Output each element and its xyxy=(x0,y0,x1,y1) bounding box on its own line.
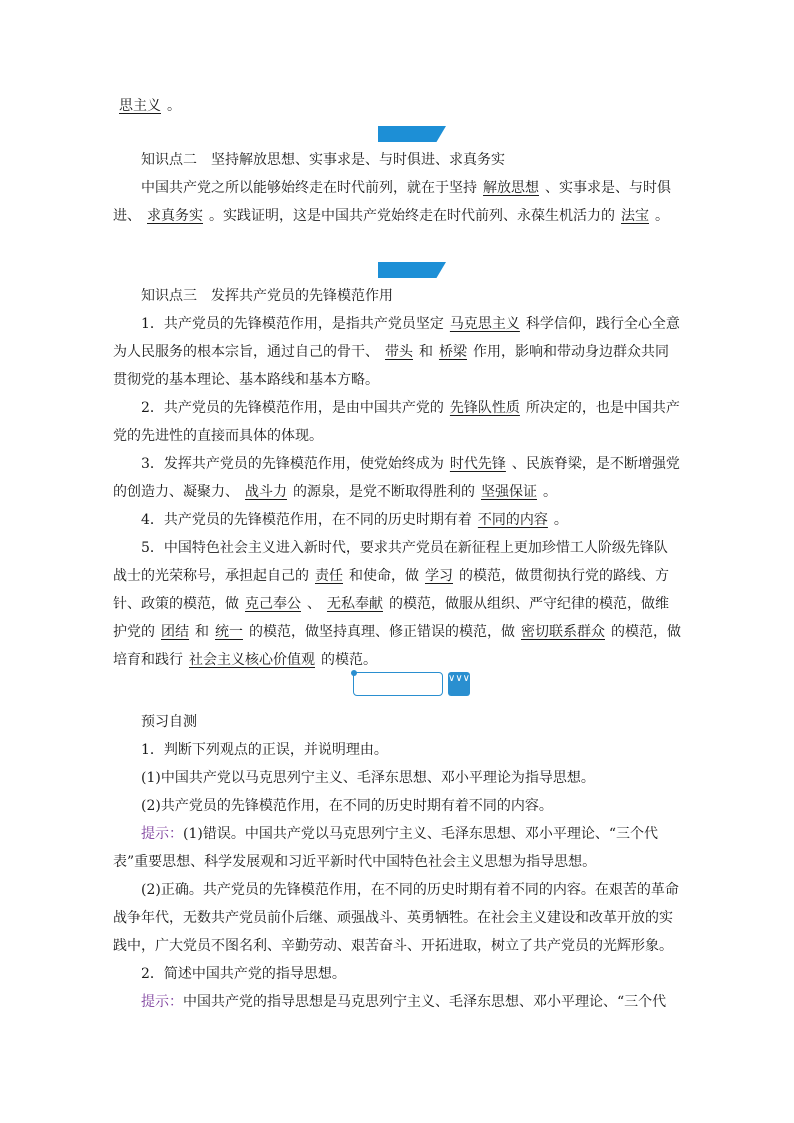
section-title: 预习自测 xyxy=(141,714,197,730)
section-title: 知识点二 坚持解放思想、实事求是、与时俱进、求真务实 xyxy=(141,152,505,168)
blank-answer: 社会主义核心价值观 xyxy=(189,652,315,668)
answer-paragraph: 提示：中国共产党的指导思想是马克思列宁主义、毛泽东思想、邓小平理论、“三个代 xyxy=(141,994,667,1010)
blank-answer: 学习 xyxy=(425,568,453,584)
blank-answer: 法宝 xyxy=(621,208,649,224)
paragraph: 2．共产党员的先锋模范作用，是由中国共产党的 先锋队性质 所决定的，也是中国共产党的先进性的直接而具体的体现。 xyxy=(113,400,680,444)
section-banner xyxy=(378,126,446,142)
continued-line: 思主义 。 xyxy=(113,92,681,120)
question-item: (2)共产党员的先锋模范作用，在不同的历史时期有着不同的内容。 xyxy=(141,798,553,814)
blank-answer: 统一 xyxy=(215,624,243,640)
paragraph: 中国共产党之所以能够始终走在时代前列，就在于坚持 解放思想 、实事求是、与时俱进、 求真务实 。实践证明，这是中国共产党始终走在时代前列、永葆生机活力的 法宝 。 xyxy=(113,180,671,224)
blank-answer: 不同的内容 xyxy=(477,512,548,528)
blank-answer: 战斗力 xyxy=(245,484,287,500)
blank-answer: 思主义 xyxy=(119,98,161,114)
blank-answer: 团结 xyxy=(161,624,189,640)
blank-answer: 求真务实 xyxy=(147,208,203,224)
question: 2．简述中国共产党的指导思想。 xyxy=(141,966,346,982)
tip-label: 提示： xyxy=(141,994,183,1010)
blank-answer: 克己奉公 xyxy=(245,596,301,612)
paragraph: 3．发挥共产党员的先锋模范作用，使党始终成为 时代先锋 、民族脊梁，是不断增强党的创造力、凝聚力、 战斗力 的源泉，是党不断取得胜利的 坚强保证 。 xyxy=(113,456,680,500)
blank-answer: 无私奉献 xyxy=(327,596,383,612)
answer-paragraph: (2)正确。共产党员的先锋模范作用，在不同的历史时期有着不同的内容。在艰苦的革命战争年代，无数共产党员前仆后继、顽强战斗、英勇牺牲。在社会主义建设和改革开放的实践中，广大党员不图名利、辛勤劳动、艰苦奋斗、开拓进取，树立了共产党员的光辉形象。 xyxy=(113,882,679,954)
blank-answer: 坚强保证 xyxy=(481,484,537,500)
section-title: 知识点三 发挥共产党员的先锋模范作用 xyxy=(141,288,393,304)
paragraph: 5．中国特色社会主义进入新时代，要求共产党员在新征程上更加珍惜工人阶级先锋队战士的光荣称号，承担起自己的 责任 和使命，做 学习 的模范，做贯彻执行党的路线、方针、政策的模范，做 克己奉公 、 无私奉献 的模范，做服从组织、严守纪律的模范，做维护党的 团结 和 统一 的模范，做坚持真理、修正错误的模范，做 密切联系群众 的模范，做培育和践行 社会主义核心价值观 的模范。 xyxy=(113,540,681,668)
blank-answer: 密切联系群众 xyxy=(521,624,605,640)
blank-answer: 责任 xyxy=(315,568,343,584)
question-item: (1)中国共产党以马克思列宁主义、毛泽东思想、邓小平理论为指导思想。 xyxy=(141,770,595,786)
paragraph: 1．共产党员的先锋模范作用，是指共产党员坚定 马克思主义 科学信仰，践行全心全意为人民服务的根本宗旨，通过自己的骨干、 带头 和 桥梁 作用，影响和带动身边群众共同贯彻党的基本理论、基本路线和基本方略。 xyxy=(113,316,680,388)
blank-answer: 桥梁 xyxy=(439,344,467,360)
blank-answer: 先锋队性质 xyxy=(449,400,520,416)
answer-paragraph: 提示：(1)错误。中国共产党以马克思列宁主义、毛泽东思想、邓小平理论、“三个代表”重要思想、科学发展观和习近平新时代中国特色社会主义思想为指导思想。 xyxy=(113,826,658,870)
blank-answer: 时代先锋 xyxy=(449,456,506,472)
chevron-down-icon: ∨∨∨ xyxy=(448,672,470,696)
blank-answer: 马克思主义 xyxy=(449,316,520,332)
blank-answer: 带头 xyxy=(385,344,413,360)
tip-label: 提示： xyxy=(141,826,183,842)
section-banner xyxy=(378,262,446,278)
blank-answer: 解放思想 xyxy=(483,180,539,196)
question: 1．判断下列观点的正误，并说明理由。 xyxy=(141,742,388,758)
section-header-box xyxy=(353,672,443,696)
paragraph: 4．共产党员的先锋模范作用，在不同的历史时期有着 不同的内容 。 xyxy=(141,512,568,528)
